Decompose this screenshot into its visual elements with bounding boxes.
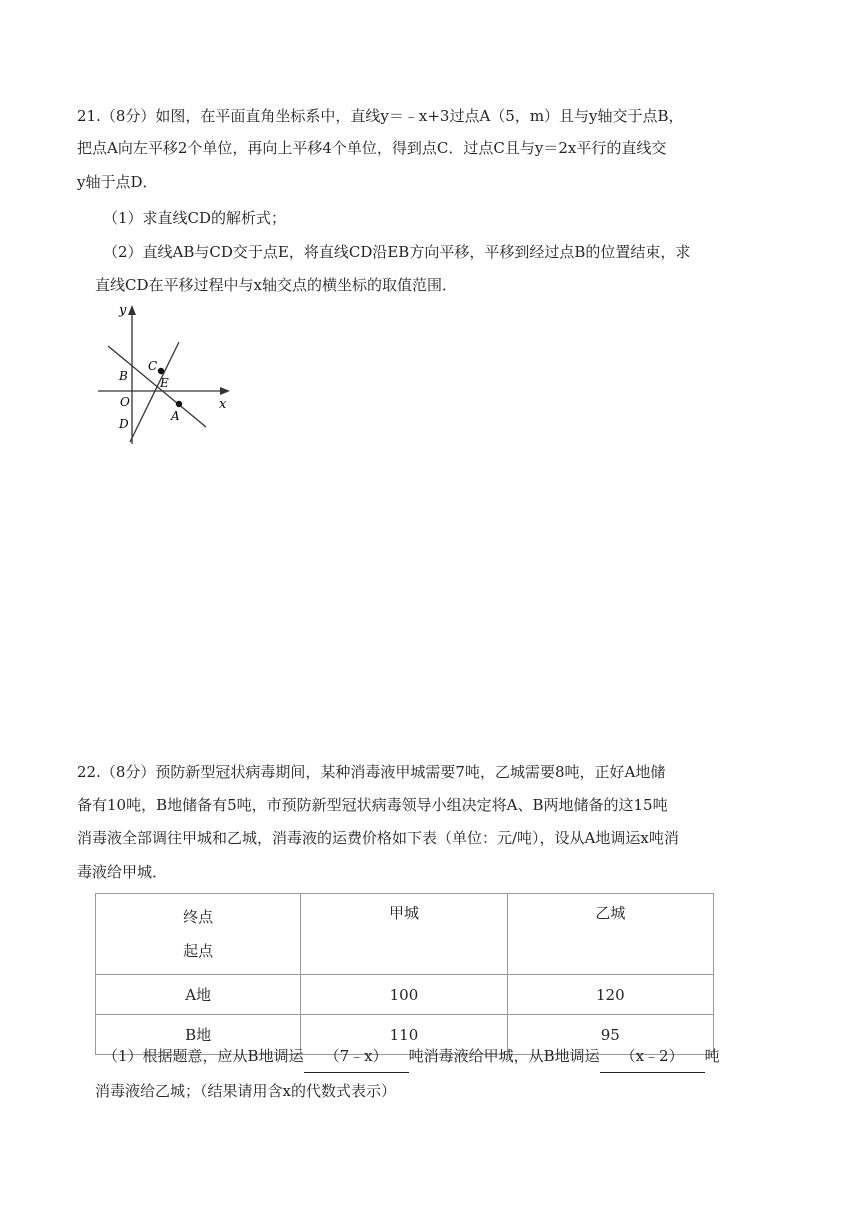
q22-part-1-line-2: 消毒液给乙城；（结果请用含x的代数式表示） (95, 1082, 396, 1100)
table-row (96, 975, 714, 1015)
cell-a-yi: 120 (507, 975, 713, 1015)
q22-part-1-line-1 (103, 1040, 720, 1073)
q22-line-1: 22.（8分）预防新型冠状病毒期间，某种消毒液甲城需要7吨，乙城需要8吨，正好A地储 (77, 763, 666, 781)
q21-part-2-line-1: （2）直线AB与CD交于点E，将直线CD沿EB方向平移，平移到经过点B的位置结束，求 (103, 243, 691, 261)
q21-line-1: 21.（8分）如图，在平面直角坐标系中，直线y＝﹣x+3过点A（5，m）且与y轴交于点B， (77, 107, 684, 125)
freight-cost-table (95, 893, 714, 1055)
label-c: C (148, 359, 158, 373)
cell-a-jia: 100 (301, 975, 507, 1015)
label-d: D (119, 417, 129, 431)
table-header-row (96, 894, 714, 975)
y-axis-arrow (128, 305, 136, 315)
part1-text-b: 吨消毒液给甲城，从B地调运 (408, 1047, 600, 1065)
x-label: x (219, 397, 227, 412)
table-corner-cell (96, 894, 301, 975)
line-cd (130, 342, 179, 442)
x-axis-arrow (220, 387, 230, 395)
y-label: y (119, 303, 127, 318)
answer-blank-1: （7﹣x） (304, 1040, 409, 1073)
q22-line-4: 毒液给甲城． (77, 863, 168, 881)
cell-b-yi: 95 (507, 1015, 713, 1055)
label-a: A (171, 409, 180, 423)
corner-bottom-label: 起点 (183, 942, 214, 960)
part1-text-c: 吨 (704, 1047, 720, 1065)
q21-line-2: 把点A向左平移2个单位，再向上平移4个单位，得到点C．过点C且与y＝2x平行的直线交 (77, 139, 667, 157)
row-origin-b: B地 (96, 1015, 301, 1055)
row-origin-a: A地 (96, 975, 301, 1015)
col-header-yi: 乙城 (507, 894, 713, 975)
q21-part-2-line-2: 直线CD在平移过程中与x轴交点的横坐标的取值范围． (95, 276, 457, 294)
q21-part-1: （1）求直线CD的解析式； (103, 209, 287, 227)
q22-line-3: 消毒液全部调往甲城和乙城，消毒液的运费价格如下表（单位：元/吨），设从A地调运x吨消 (77, 829, 679, 847)
q22-line-2: 备有10吨，B地储备有5吨，市预防新型冠状病毒领导小组决定将A、B两地储备的这15吨 (77, 796, 668, 814)
label-o: O (120, 395, 130, 409)
col-header-jia: 甲城 (301, 894, 507, 975)
point-c (158, 368, 164, 374)
coordinate-figure (92, 300, 242, 450)
answer-blank-2: （x﹣2） (600, 1040, 705, 1073)
label-b: B (119, 369, 128, 383)
cell-b-jia: 110 (301, 1015, 507, 1055)
label-e: E (160, 376, 169, 390)
part1-text-a: （1）根据题意，应从B地调运 (103, 1047, 304, 1065)
q21-line-3: y轴于点D． (77, 173, 158, 191)
point-a (176, 401, 182, 407)
corner-top-label: 终点 (183, 908, 214, 926)
